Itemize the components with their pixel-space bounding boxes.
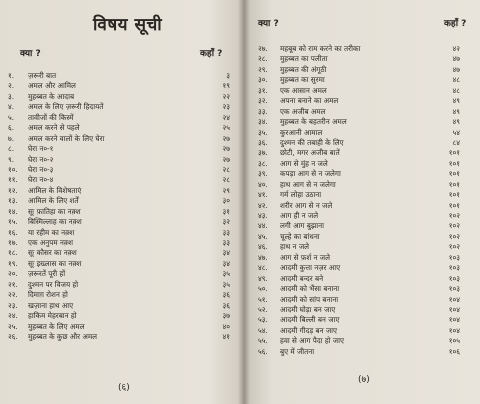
toc-entry	[258, 221, 460, 231]
column-header-what: क्या ?	[258, 19, 279, 29]
toc-entry-title: आदमी को सांप बनाना	[280, 294, 339, 304]
toc-entry-title: आमिल के विशेषताएं	[28, 185, 82, 195]
toc-entry-number: ४६.	[258, 242, 268, 252]
toc-entry	[8, 207, 230, 217]
toc-entry	[258, 117, 460, 127]
toc-entry-number: ३९.	[258, 169, 268, 179]
toc-entry-page: ४८	[452, 75, 460, 85]
toc-entry-title: अमल के लिए ज़रूरी हिदायतें	[28, 102, 104, 112]
toc-entry-number: २८.	[258, 54, 268, 64]
toc-entry-title: सूः फ़ातिहा का नक़्श	[28, 206, 81, 216]
toc-entry-number: ५६.	[258, 346, 268, 356]
toc-entry	[8, 92, 230, 102]
toc-entry-page: ४७	[452, 64, 460, 74]
book-gutter	[238, 0, 250, 404]
toc-entry-number: ५१.	[258, 294, 268, 304]
toc-entry	[8, 280, 230, 290]
toc-entry-page: १०१	[448, 190, 460, 200]
toc-entry	[258, 305, 460, 315]
toc-entry-page: १०३	[448, 252, 460, 262]
toc-entry-page: ४१	[222, 331, 230, 341]
toc-entry	[258, 159, 460, 169]
toc-entry-page: ३५	[222, 279, 230, 289]
toc-entry-number: १७.	[8, 238, 18, 247]
toc-entry-title: आग से मुंह न जले	[280, 158, 328, 168]
toc-entry-page: ३३	[222, 227, 230, 237]
toc-entry	[8, 248, 230, 258]
toc-entry-title: आदमी बन्दर बने	[280, 273, 324, 283]
toc-entry-title: अपना बनाने का अमल	[280, 96, 339, 106]
toc-entry-title: या रहीम का नक़्श	[28, 227, 75, 237]
toc-entry-title: सूः कौसर का नक़्श	[28, 248, 77, 258]
page-number: (७)	[358, 375, 370, 385]
toc-entry-title: मुहब्बत के लिए अमल	[28, 321, 85, 331]
toc-entry-number: १०.	[8, 164, 18, 174]
toc-entry	[8, 228, 230, 238]
toc-entry-title: हवा से आग पैदा हो जाए	[280, 336, 344, 346]
toc-entry-number: ३५.	[258, 127, 268, 137]
toc-entry	[258, 284, 460, 294]
toc-entry-title: आदमी को भैंसा बनाना	[280, 284, 340, 294]
toc-entry-number: ३६.	[258, 137, 268, 147]
toc-entry-title: मुहब्बत का सुरमा	[280, 75, 325, 85]
toc-entry-number: ४१.	[258, 190, 268, 200]
toc-entry	[8, 165, 230, 175]
toc-entry-number: ५४.	[258, 325, 268, 335]
toc-entry	[258, 274, 460, 284]
toc-entry-page: ४९	[452, 96, 460, 106]
toc-entry-page: १०१	[448, 169, 460, 179]
toc-entry	[258, 242, 460, 252]
toc-entry	[258, 211, 460, 221]
toc-entry	[8, 269, 230, 279]
toc-entry-number: ९.	[8, 154, 15, 164]
toc-entry-number: ८.	[8, 144, 15, 154]
toc-entry-title: कुरआनी आमाल	[280, 127, 323, 137]
toc-entry	[8, 144, 230, 154]
toc-entry-number: २६.	[8, 331, 18, 341]
toc-entry	[258, 201, 460, 211]
toc-entry-page: ५४	[452, 127, 460, 137]
toc-entry-title: ज़रूरतें पूरी हों	[28, 269, 66, 279]
toc-entry-title: अमल और आमिल	[28, 81, 76, 91]
toc-entry-number: ४४.	[258, 221, 268, 231]
toc-entry-number: २७.	[258, 44, 268, 53]
toc-entry-page: १०१	[448, 200, 460, 210]
toc-entry	[258, 190, 460, 200]
toc-entry-number: २.	[8, 81, 15, 91]
toc-entry-page: २२	[222, 91, 230, 101]
toc-entry-page: १०३	[448, 273, 460, 283]
toc-entry	[8, 311, 230, 321]
toc-entry-title: घेरा न०-३	[28, 164, 54, 174]
toc-entry-page: १०४	[448, 315, 460, 325]
toc-entry	[258, 295, 460, 305]
toc-entry-number: ३०.	[258, 75, 268, 85]
toc-entry-number: ३४.	[258, 117, 268, 127]
toc-entry	[258, 54, 460, 64]
toc-entry-number: ४८.	[258, 263, 268, 273]
toc-entry	[8, 102, 230, 112]
toc-entry	[258, 315, 460, 325]
toc-entry-page: १०२	[448, 242, 460, 252]
toc-entry	[258, 347, 460, 357]
toc-entry-page: १०३	[448, 263, 460, 273]
toc-entry-page: ३५	[222, 269, 230, 279]
toc-entry-title: दुश्मन की तबाही के लिए	[280, 137, 344, 147]
toc-entry-number: ११.	[8, 175, 18, 185]
toc-entry-title: हाथ आग से न जलेगा	[280, 179, 336, 189]
toc-entry	[8, 290, 230, 300]
toc-entry	[258, 65, 460, 75]
toc-entry	[8, 71, 230, 81]
toc-entry-title: मुहब्बत की अंगूठी	[280, 64, 327, 74]
toc-entry	[8, 123, 230, 133]
toc-entry-title: दिमाग़ रोशन हो	[28, 290, 68, 300]
toc-entry-page: २८	[222, 175, 230, 185]
toc-entry-title: मुहब्बत के आदाब	[28, 91, 75, 101]
toc-entry-number: १८.	[8, 248, 18, 258]
toc-entry-title: एक अजीब अमल	[280, 106, 326, 116]
toc-entry-number: २१.	[8, 279, 18, 289]
toc-entry-page: ३४	[222, 258, 230, 268]
toc-entry-page: ३०	[222, 196, 230, 206]
toc-entry-page: २९	[222, 185, 230, 195]
toc-entry	[258, 326, 460, 336]
toc-entry	[8, 186, 230, 196]
toc-entry	[8, 175, 230, 185]
toc-entry-page: १०५	[448, 336, 460, 346]
toc-entry-number: ६.	[8, 123, 15, 133]
toc-entry-number: ४०.	[258, 179, 268, 189]
toc-entry-number: १९.	[8, 258, 18, 268]
toc-entry-title: आदमी बिल्ली बन जाए	[280, 315, 340, 325]
toc-entry-page: १०२	[448, 231, 460, 241]
toc-entry-title: बिस्मिल्लाह का नक़्श	[28, 217, 82, 227]
toc-entry-page: १०४	[448, 304, 460, 314]
toc-entry-title: आग ही न जले	[280, 211, 319, 220]
toc-entry-page: १०१	[448, 179, 460, 189]
toc-entry-page: १०१	[448, 158, 460, 168]
toc-entry-page: ३२	[222, 217, 230, 227]
toc-entry-title: लगी आग बुझाना	[280, 221, 324, 231]
toc-entry-title: दुश्मन पर विजय हो	[28, 279, 79, 289]
toc-entry-number: २५.	[8, 321, 18, 331]
toc-entry-title: मुहब्बत का पलीता	[280, 54, 328, 64]
toc-entry	[8, 238, 230, 248]
toc-entry-number: ३.	[8, 91, 15, 101]
toc-entry-number: ४९.	[258, 273, 268, 283]
toc-entry-number: १५.	[8, 217, 18, 227]
toc-entry-title: बुए में जीतना	[280, 346, 315, 356]
toc-entry-title: कपड़ा आग से न जलेगा	[280, 169, 341, 179]
toc-entry-title: अमल करने वालों के लिए घेरा	[28, 133, 105, 143]
toc-entry	[258, 180, 460, 190]
toc-entry-number: २४.	[8, 311, 18, 321]
toc-entry-title: हाथ न जले	[280, 242, 310, 252]
column-header-where: कहाँ ?	[444, 19, 467, 29]
column-header-where: कहाँ ?	[200, 49, 223, 59]
toc-entry-number: १२.	[8, 185, 18, 195]
toc-entry-page: ४९	[452, 106, 460, 116]
toc-entry-number: ३७.	[258, 148, 268, 158]
toc-entry	[258, 128, 460, 138]
toc-entry-page: ३३	[222, 238, 230, 247]
toc-list-left	[8, 71, 230, 342]
toc-entry	[8, 322, 230, 332]
toc-list-right	[258, 44, 460, 357]
toc-entry-title: गर्म लोहा उठाना	[280, 190, 322, 200]
column-header-what: क्या ?	[20, 49, 41, 59]
toc-entry	[258, 169, 460, 179]
toc-entry	[258, 138, 460, 148]
toc-entry-number: ३२.	[258, 96, 268, 106]
toc-entry-title: आदमी गीदड़ बन जाए	[280, 325, 338, 335]
toc-entry-page: ३१	[222, 206, 230, 216]
toc-entry-title: महबूब को राम करने का तरीका	[280, 44, 361, 53]
toc-entry-page: ३६	[222, 300, 230, 310]
toc-entry-number: ४३.	[258, 211, 268, 220]
toc-entry-number: २०.	[8, 269, 18, 279]
toc-entry	[8, 301, 230, 311]
toc-entry	[258, 253, 460, 263]
toc-entry-number: ३३.	[258, 106, 268, 116]
toc-entry-page: २७	[222, 144, 230, 154]
toc-entry-title: आमिल के लिए शर्तें	[28, 196, 79, 206]
toc-entry-number: ४७.	[258, 252, 268, 262]
toc-entry-page: ४७	[452, 54, 460, 64]
toc-entry-number: ३१.	[258, 85, 268, 95]
toc-entry-number: १४.	[8, 206, 18, 216]
toc-entry-title: घेरा न०-४	[28, 175, 54, 185]
toc-entry-number: १३.	[8, 196, 18, 206]
toc-entry-page: ३	[226, 71, 230, 80]
toc-entry-page: २७	[222, 154, 230, 164]
toc-entry	[8, 196, 230, 206]
toc-entry-title: चूल्हे का बांधना	[280, 231, 320, 241]
toc-entry	[8, 155, 230, 165]
toc-entry-title: हाकिम मेहरबान हो	[28, 311, 77, 321]
toc-entry-page: १०२	[448, 221, 460, 231]
toc-entry-number: २३.	[8, 300, 18, 310]
toc-entry-page: १०२	[448, 211, 460, 220]
toc-entry	[258, 107, 460, 117]
toc-entry-page: ४९	[452, 117, 460, 127]
toc-entry-title: सूः इख्लास का नक़्श	[28, 258, 82, 268]
toc-entry-page: १०३	[448, 284, 460, 294]
toc-entry-title: तावीजों की किस्में	[28, 112, 74, 122]
toc-entry-title: अमल करने से पहले	[28, 123, 80, 133]
toc-entry-number: ४२.	[258, 200, 268, 210]
toc-entry	[8, 113, 230, 123]
toc-entry-number: १.	[8, 71, 15, 80]
toc-entry	[8, 332, 230, 342]
toc-entry	[258, 336, 460, 346]
toc-entry-page: १०४	[448, 325, 460, 335]
toc-entry	[258, 44, 460, 54]
toc-entry	[258, 86, 460, 96]
toc-entry	[8, 81, 230, 91]
toc-entry-title: ज़रूरी बात	[28, 71, 57, 80]
toc-entry-number: ५२.	[258, 304, 268, 314]
toc-entry-page: २३	[222, 102, 230, 112]
toc-entry-title: शरीर आग से न जले	[280, 200, 333, 210]
toc-entry-number: २२.	[8, 290, 18, 300]
toc-entry-title: आदमी कुत्ता नज़र आए	[280, 263, 341, 273]
toc-entry-page: ३४	[222, 248, 230, 258]
toc-entry-number: ५.	[8, 112, 15, 122]
toc-entry-number: २९.	[258, 64, 268, 74]
toc-entry	[8, 217, 230, 227]
toc-entry-title: आग से फ़र्श न जले	[280, 252, 331, 262]
toc-entry-page: ४८	[452, 85, 460, 95]
toc-entry	[8, 134, 230, 144]
toc-entry	[258, 75, 460, 85]
toc-entry-title: एक आसान अमल	[280, 85, 327, 95]
toc-entry-number: ५०.	[258, 284, 268, 294]
toc-entry-page: १०१	[448, 148, 460, 158]
page-title: विषय सूची	[93, 15, 163, 35]
toc-entry-number: ४५.	[258, 231, 268, 241]
toc-entry-number: ४.	[8, 102, 15, 112]
toc-entry-page: ३७	[222, 311, 230, 321]
toc-entry-page: २८	[222, 164, 230, 174]
toc-entry-page: ४२	[452, 44, 460, 53]
toc-entry-title: आदमी घोड़ा बन जाए	[280, 304, 336, 314]
toc-entry	[258, 263, 460, 273]
toc-entry-page: ८४	[452, 137, 460, 147]
toc-entry-page: १०४	[448, 294, 460, 304]
toc-entry-page: २५	[222, 123, 230, 133]
toc-entry-title: छोटी, मगर अजीब बातें	[280, 148, 340, 158]
toc-entry-title: खज़ाना हाथ आए	[28, 300, 74, 310]
toc-entry-number: ७.	[8, 133, 15, 143]
toc-entry-page: २४	[222, 112, 230, 122]
toc-entry-page: ४०	[222, 321, 230, 331]
toc-entry-page: ३६	[222, 290, 230, 300]
toc-entry-title: घेरा न०-१	[28, 144, 54, 154]
toc-entry-number: ३८.	[258, 158, 268, 168]
toc-entry-page: १०६	[448, 346, 460, 356]
toc-entry-title: एक अनुपम नक़्श	[28, 238, 73, 247]
toc-entry-number: ५५.	[258, 336, 268, 346]
toc-entry-page: २७	[222, 133, 230, 143]
toc-entry-page: १९	[222, 81, 230, 91]
toc-entry	[258, 148, 460, 158]
toc-entry	[8, 259, 230, 269]
toc-entry-number: ५३.	[258, 315, 268, 325]
toc-entry	[258, 232, 460, 242]
toc-entry	[258, 96, 460, 106]
toc-entry-title: घेरा न०-२	[28, 154, 54, 164]
toc-entry-title: मुहब्बत के कुछ और अमल	[28, 331, 98, 341]
toc-entry-title: मुहब्बत के बहतरीन अमल	[280, 117, 347, 127]
page-number: (६)	[118, 383, 130, 393]
toc-entry-number: १६.	[8, 227, 18, 237]
